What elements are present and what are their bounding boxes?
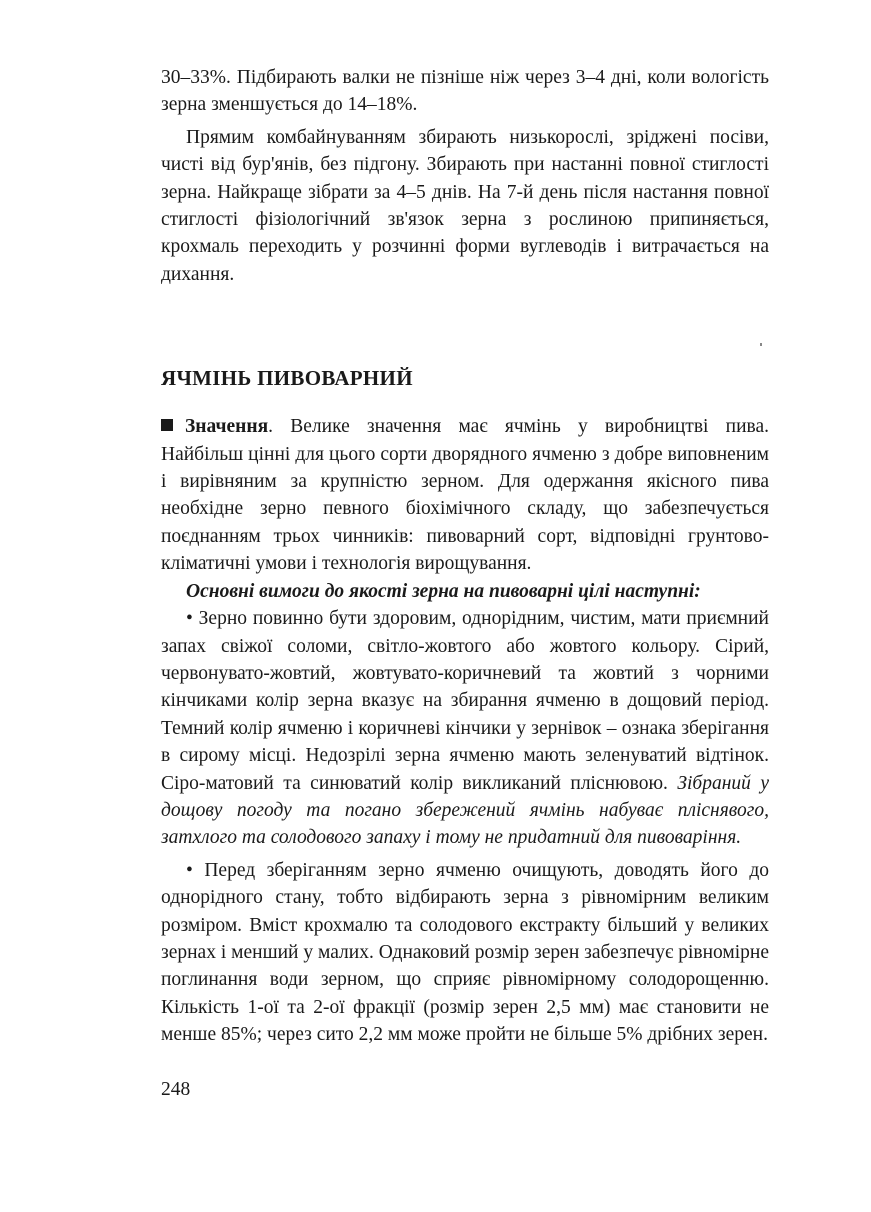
lead-label: Значення (185, 416, 269, 438)
page-body (161, 64, 769, 1049)
bullet-grain-quality-text: • Зерно повинно бути здоровим, однорідним, чистим, мати приємний запах свіжої соломи, світло-жовтого або жовтого кольору. Сірий, червонувато-жовтий, жовтувато-коричневий та жовтий з чорними кінчиками колір зерна вказує на збирання ячменю в дощовий період. Темний колір ячменю і коричневі кінчики у зернівок – ознака зберігання в сирому місці. Недозрілі зерна ячменю мають зеленуватий відтінок. Сіро-матовий та синюватий колір викликаний пліснювою. (161, 608, 769, 794)
bullet-cleaning: • Перед зберіганням зерно ячменю очищують, доводять його до однорідного стану, тобто відбирають зерна з рівномірним великим розміром. Вміст крохмалю та солодового екстракту більший у великих зернах і менший у малих. Однаковий розмір зерен забезпечує рівномірне поглинання води зерном, що сприяє рівномірному солодорощенню. Кількість 1-ої та 2-ої фракції (розмір зерен 2,5 мм) має становити не менше 85%; через сито 2,2 мм може пройти не більше 5% дрібних зерен. (161, 859, 769, 1046)
page-number: 248 (161, 1079, 191, 1100)
lead-text: . Велике значення має ячмінь у виробництві пива. Найбільш цінні для цього сорти дворядного ячменю з добре виповненим і вирівняним за крупністю зерном. Для одержання якісного пива необхідне зерно певного біохімічного складу, що забезпечується поєднанням трьох чинників: пивоварний сорт, відповідні грунтово-кліматичні умови і технологія вирощування. (161, 416, 769, 575)
bullet-grain-quality (161, 605, 769, 852)
section-title: ЯЧМІНЬ ПИВОВАРНИЙ (161, 366, 413, 391)
bullet-grain-quality-italic: Зібраний у дощову погоду та погано збережений ячмінь набуває пліснявого, затхлого та солодового запаху і тому не придатний для пивоваріння. (161, 772, 769, 849)
paragraph-direct-combining: Прямим комбайнуванням збирають низькорослі, зріджені посіви, чисті від бур'янів, без підгону. Збирають при настанні повної стиглості зерна. Найкраще зібрати за 4–5 днів. На 7-й день після настання повної стиглості фізіологічний зв'язок зерна з рослиною припиняється, крохмаль переходить у розчинні форми вуглеводів і витрачається на дихання. (161, 126, 769, 285)
square-bullet-icon (161, 419, 173, 431)
scan-speck (760, 343, 762, 346)
paragraph-continuation: 30–33%. Підбирають валки не пізніше ніж через 3–4 дні, коли вологість зерна зменшується до 14–18%. (161, 67, 769, 116)
requirements-heading: Основні вимоги до якості зерна на пивоварні цілі наступні: (186, 580, 701, 602)
paragraph-importance (161, 413, 769, 577)
